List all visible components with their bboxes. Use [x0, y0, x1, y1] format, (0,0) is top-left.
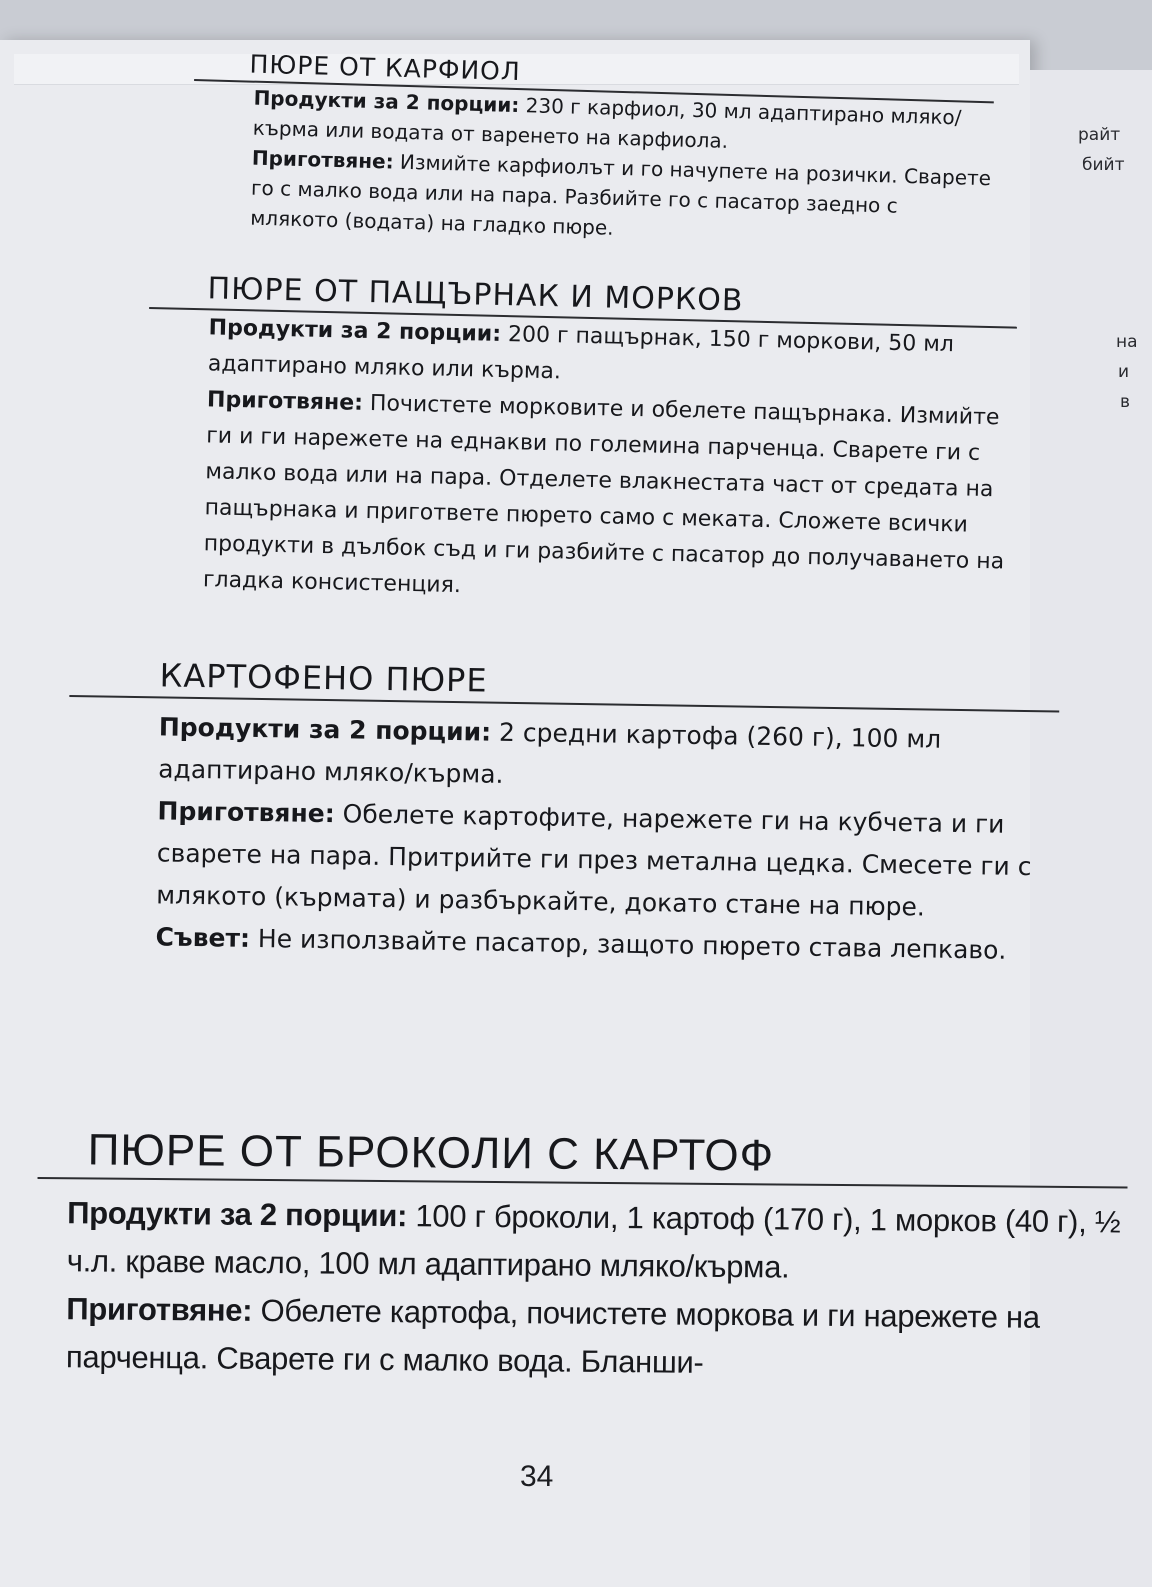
recipe-parsnip-carrot — [143, 270, 1018, 617]
recipe-title: ПЮРЕ ОТ ПАЩЪРНАК И МОРКОВ — [149, 270, 1018, 329]
side-text: на — [1116, 332, 1138, 352]
prep-text: Обелете картофа, почистете моркова и ги нарежете на парченца. Сварете ги с малко вода. Бланши- — [65, 1292, 1040, 1380]
products-label: Продукти за 2 порции: — [253, 85, 520, 118]
recipe-cauliflower — [190, 48, 995, 253]
tip-label: Съвет: — [155, 922, 251, 953]
recipe-preparation — [143, 381, 1016, 617]
side-text: в — [1120, 392, 1131, 412]
recipe-preparation — [66, 789, 1058, 931]
prep-text: Обелете картофите, нарежете ги на кубчета и ги сварете на пара. Притрийте ги през метална цедка. Смесете ги с млякото (кърмата) и разбъркайте, докато стане на пюре. — [156, 799, 1032, 922]
products-text: 100 г броколи, 1 картоф (170 г), 1 морков (40 г), ½ ч.л. краве масло, 100 мл адаптирано мляко/кърма. — [66, 1198, 1121, 1285]
products-text: 2 средни картофа (260 г), 100 мл адаптирано мляко/кърма. — [157, 717, 942, 789]
page-number: 34 — [520, 1460, 554, 1493]
prep-text: Почистете морковите и обелете пащърнака. Измийте ги и ги нарежете на еднакви по големина парченца. Сварете ги с малко вода или на пара. Отделете влакнестата част от средата на пащърнака и пригответе пюрето само с меката. Сложете всички продукти в дълбок съд и ги разбийте с пасатор до получаването на гладка консистенция. — [202, 390, 1005, 599]
prep-label: Приготвяне: — [66, 1291, 253, 1328]
recipe-products — [37, 1189, 1128, 1295]
products-text: 200 г пащърнак, 150 г моркови, 50 мл адаптирано мляко или кърма. — [207, 321, 955, 385]
products-label: Продукти за 2 порции: — [158, 712, 492, 747]
products-label: Продукти за 2 порции: — [67, 1195, 408, 1234]
recipe-title: ПЮРЕ ОТ КАРФИОЛ — [194, 48, 995, 103]
prep-label: Приготвяне: — [251, 145, 394, 174]
recipe-broccoli-potato — [36, 1125, 1128, 1391]
products-text: 230 г карфиол, 30 мл адаптирано мляко/кърма или водата от варенето на карфиола. — [252, 93, 962, 153]
recipe-title: ПЮРЕ ОТ БРОКОЛИ С КАРТОФ — [38, 1125, 1128, 1189]
recipe-products — [68, 705, 1059, 805]
recipe-preparation — [36, 1285, 1127, 1391]
side-text: бийт — [1082, 155, 1125, 175]
side-text: райт — [1078, 125, 1121, 145]
recipe-potato — [65, 655, 1060, 973]
prep-label: Приготвяне: — [157, 796, 335, 829]
prep-label: Приготвяне: — [206, 387, 364, 416]
side-text: и — [1118, 362, 1130, 382]
recipe-title: КАРТОФЕНО ПЮРЕ — [69, 655, 1060, 713]
products-label: Продукти за 2 порции: — [208, 315, 502, 347]
prep-text: Измийте карфиолът и го начупете на розички. Сварете го с малко вода или на пара. Разбийте го с пасатор заедно с млякото (водата) на гладко пюре. — [249, 149, 992, 240]
tip-text: Не използвайте пасатор, защото пюрето става лепкаво. — [249, 923, 1007, 965]
